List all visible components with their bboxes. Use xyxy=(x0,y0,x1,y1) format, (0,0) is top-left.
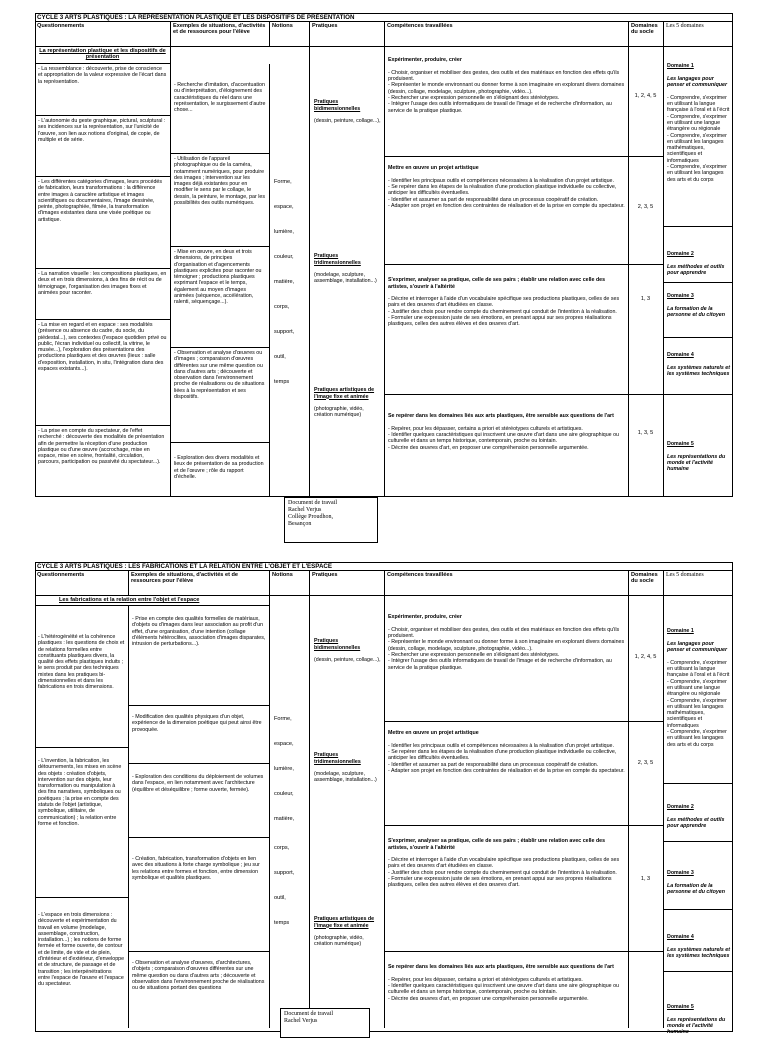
page-2 xyxy=(35,562,733,1036)
notion-item: temps xyxy=(274,379,290,385)
domaine-subtitle: Les langages pour penser et communiquer xyxy=(667,640,728,654)
page-1 xyxy=(35,13,733,543)
competence-heading: S'exprimer, analyser sa pratique, celle de ses pairs ; établir une relation avec celle des artistes, s'ouvrir à l'altérité xyxy=(388,838,606,851)
competence-cell xyxy=(385,47,629,157)
competence-body: - Choisir, organiser et mobiliser des gestes, des outils et des matériaux en fonction des effets qu'ils produisent. - Représenter le monde environnant ou donner forme à son imaginaire en explorant divers domaines (dessin, collage, modelage, sculpture, photographie, vidéo...). - Rechercher une expression personnelle en s'éloignant des stéréotypes. - Intégrer l'usage des outils informatiques de travail de l'image et de recherche d'information, au service de la pratique plastique. xyxy=(388,626,625,671)
socle-value: 1, 2, 4, 5 xyxy=(634,654,657,660)
notion-item: support, xyxy=(274,329,295,335)
domaine-title: Domaine 3 xyxy=(667,870,694,877)
header-pratiques: Pratiques xyxy=(310,22,385,47)
domaine-subtitle: La formation de la personne et du citoyen xyxy=(667,305,725,319)
header-questionnements: Questionnements xyxy=(35,22,171,47)
socle-value: 1, 3 xyxy=(640,876,651,882)
example-cell: - Prise en compte des qualités formelles de matériaux, d'objets ou d'images dans leur association au profit d'un effet, d'une organisation, d'une intention (collage d'éléments hétéroclites, association d'images disparates, intrusion de perturbations...). xyxy=(129,606,270,706)
header-questionnements: Questionnements xyxy=(35,571,129,596)
domaine-title: Domaine 4 xyxy=(667,352,694,359)
notion-item: lumière, xyxy=(274,229,294,235)
notion-item: Forme, xyxy=(274,716,292,722)
domaine-subtitle: Les représentations du monde et l'activité humaine xyxy=(667,1016,726,1036)
question-cell: - La narration visuelle : les compositions plastiques, en deux et en trois dimensions, à des fins de récit ou de témoignage, l'organisation des images fixes et animées pour raconter. xyxy=(35,269,171,320)
question-cell: - L'hétérogénéité et la cohérence plastiques : les questions de choix et de relations formelles entre constituants plastiques divers, la qualité des effets plastiques induits ; le sens produit par des techniques mixtes dans les pratiques bi-dimensionnelles et dans les fabrications en trois dimensions. xyxy=(35,606,129,748)
domaine-title: Domaine 1 xyxy=(667,628,694,635)
socle-value: 2, 3, 5 xyxy=(637,204,654,210)
domaine-4-cell xyxy=(664,910,733,972)
header-domaines-socle: Domaines du socle xyxy=(629,571,664,596)
competence-cell xyxy=(385,722,629,826)
notions-column xyxy=(270,47,310,496)
competence-cell xyxy=(385,395,629,496)
notion-item: lumière, xyxy=(274,766,294,772)
notion-item: couleur, xyxy=(274,254,294,260)
socle-cell xyxy=(629,47,664,157)
notion-item: espace, xyxy=(274,741,294,747)
domaine-body: - Comprendre, s'exprimer en utilisant la langue française à l'oral et à l'écrit - Comprendre, s'exprimer en utilisant une langue étrangère ou régionale - Comprendre, s'exprimer en utilisant les langages mathématiques, scientifiques et informatiques - Comprendre, s'exprimer en utilisant les langages des arts et du corps xyxy=(667,659,730,748)
header-notions: Notions xyxy=(270,571,310,596)
competence-body: - Repérer, pour les dépasser, certains a priori et stéréotypes culturels et artistiques. - Identifier quelques caractéristiques qui inscrivent une œuvre d'art dans une aire géographique ou culturelle et dans un temps historique, contemporain, proche ou lointain. - Décrire des œuvres d'art, en proposer une compréhension personnelle argumentée. xyxy=(388,976,619,1002)
notion-item: matière, xyxy=(274,816,295,822)
notion-item: outil, xyxy=(274,895,286,901)
pratique-tridimensionnelle xyxy=(314,746,382,784)
example-cell: - Exploration des divers modalités et lieux de présentation de sa production et de l'œuvre ; rôle du rapport d'échelle. xyxy=(171,443,270,496)
competence-body: - Repérer, pour les dépasser, certains a priori et stéréotypes culturels et artistiques. - Identifier quelques caractéristiques qui inscrivent une œuvre d'art dans une aire géographique ou culturelle et dans un temps historique, contemporain, proche ou lointain. - Décrire des œuvres d'art, en proposer une compréhension personnelle argumentée. xyxy=(388,425,619,451)
competence-cell xyxy=(385,826,629,952)
socle-value: 1, 2, 4, 5 xyxy=(634,93,657,99)
example-cell: - Utilisation de l'appareil photographique ou de la caméra, notamment numériques, pour produire des images ; intervention sur les images déjà existantes pour en modifier le sens par le collage, le dessin, la peinture, le montage, par les possibilités des outils numériques. xyxy=(171,154,270,247)
pratique-detail: (modelage, sculpture, assemblage, installation...) xyxy=(314,771,377,784)
pratiques-column xyxy=(310,47,385,496)
domaine-3-cell xyxy=(664,842,733,910)
competence-heading: Se repérer dans les domaines liés aux arts plastiques, être sensible aux questions de l'art xyxy=(388,964,614,971)
competence-cell xyxy=(385,265,629,395)
pratique-detail: (photographie, vidéo, création numérique) xyxy=(314,935,364,948)
domaine-title: Domaine 5 xyxy=(667,441,694,448)
domaine-title: Domaine 3 xyxy=(667,293,694,300)
domaine-subtitle: Les représentations du monde et l'activité humaine xyxy=(667,453,726,473)
pratique-label: Pratiques tridimensionnelles xyxy=(314,752,361,765)
section-title-2: Les fabrications et la relation entre l'objet et l'espace xyxy=(35,596,270,606)
domaine-title: Domaine 4 xyxy=(667,934,694,941)
domaine-title: Domaine 2 xyxy=(667,804,694,811)
example-cell: - Observation et analyse d'œuvres ou d'images ; comparaison d'œuvres différentes sur une même question ou dans d'autres arts ; découverte et observation dans l'environnement proche de réalisations ou de situations liées à la représentation et ses dispositifs. xyxy=(171,348,270,443)
competence-heading: Mettre en œuvre un projet artistique xyxy=(388,730,479,737)
domaine-5-cell xyxy=(664,972,733,1036)
domaine-2-cell xyxy=(664,784,733,842)
competence-body: - Décrire et interroger à l'aide d'un vocabulaire spécifique ses productions plastiques, celles de ses pairs et des œuvres d'art étudiées en classe. - Justifier des choix pour rendre compte du cheminement qui conduit de l'intention à la réalisation. - Formuler une expression juste de ses émotions, en prenant appui sur ses propres réalisations plastiques, celles des autres élèves et des œuvres d'art. xyxy=(388,857,620,889)
notion-item: couleur, xyxy=(274,791,294,797)
domaine-4-cell xyxy=(664,338,733,395)
competence-heading: Expérimenter, produire, créer xyxy=(388,614,462,621)
header-domaines-socle: Domaines du socle xyxy=(629,22,664,47)
competence-body: - Identifier les principaux outils et compétences nécessaires à la réalisation d'un projet artistique. - Se repérer dans les étapes de la réalisation d'une production plastique individuelle ou collective, anticiper les difficultés éventuelles. - Identifier et assumer sa part de responsabilité dans un processus coopératif de création. - Adapter son projet en fonction des contraintes de réalisation et de la prise en compte du spectateur. xyxy=(388,742,625,775)
question-cell: - L'invention, la fabrication, les détournements, les mises en scène des objets : création d'objets, intervention sur des objets, leur transformation ou manipulation à des fins narratives, symboliques ou poétiques ; la prise en compte des statuts de l'objet (artistique, symbolique, utilitaire, de communication) ; la relation entre forme et fonction. xyxy=(35,748,129,898)
pratique-label: Pratiques artistiques de l'image fixe et animée xyxy=(314,387,375,400)
competence-body: - Décrire et interroger à l'aide d'un vocabulaire spécifique ses productions plastiques, celles de ses pairs et des œuvres d'art étudiées en classe. - Justifier des choix pour rendre compte du cheminement qui conduit de l'intention à la réalisation. - Formuler une expression juste de ses émotions, en prenant appui sur ses propres réalisations plastiques, celles des autres élèves et des œuvres d'art. xyxy=(388,296,620,328)
domaine-subtitle: Les systèmes naturels et les systèmes techniques xyxy=(667,364,731,378)
pratique-label: Pratiques bidimensionnelles xyxy=(314,99,361,112)
domaine-title: Domaine 5 xyxy=(667,1004,694,1011)
header-exemples: Exemples de situations, d'activités et de ressources pour l'élève xyxy=(171,22,270,47)
domaine-subtitle: La formation de la personne et du citoyen xyxy=(667,882,725,896)
notion-item: outil, xyxy=(274,354,286,360)
notion-item: corps, xyxy=(274,304,290,310)
socle-cell xyxy=(629,265,664,395)
header-cinq-domaines: Les 5 domaines xyxy=(664,571,733,596)
domaine-subtitle: Les systèmes naturels et les systèmes techniques xyxy=(667,946,731,960)
competence-heading: Expérimenter, produire, créer xyxy=(388,57,462,64)
socle-cell xyxy=(629,722,664,826)
header-cinq-domaines: Les 5 domaines xyxy=(664,22,733,47)
example-cell: - Observation et analyse d'œuvres, d'architectures, d'objets ; comparaison d'œuvres différentes sur une même question ou dans d'autres arts ; découverte et observation dans l'environnement proche de réalisations ou de situations portant des questions xyxy=(129,952,270,1028)
domaine-2-cell xyxy=(664,227,733,283)
notion-item: Forme, xyxy=(274,179,292,185)
socle-value: 1, 3, 5 xyxy=(637,430,654,436)
competence-cell xyxy=(385,952,629,1028)
domaine-5-cell xyxy=(664,395,733,496)
header-notions: Notions xyxy=(270,22,310,47)
notion-item: matière, xyxy=(274,279,295,285)
domaine-subtitle: Les méthodes et outils pour apprendre xyxy=(667,263,725,277)
domaine-1-cell xyxy=(664,47,733,227)
pratique-label: Pratiques artistiques de l'image fixe et animée xyxy=(314,916,375,929)
domaine-body: - Comprendre, s'exprimer en utilisant la langue française à l'oral et à l'écrit - Comprendre, s'exprimer en utilisant une langue étrangère ou régionale - Comprendre, s'exprimer en utilisant les langages mathématiques, scientifiques et informatiques - Comprendre, s'exprimer en utilisant les langages des arts et du corps xyxy=(667,94,730,183)
header-competences: Compétences travaillées xyxy=(385,571,629,596)
notion-item: corps, xyxy=(274,845,290,851)
page-1-title: CYCLE 3 ARTS PLASTIQUES : LA REPRÉSENTATION PLASTIQUE ET LES DISPOSITIFS DE PRÉSENTATION xyxy=(35,13,733,22)
question-cell: - L'autonomie du geste graphique, pictural, sculptural : ses incidences sur la représentation, sur l'unicité de l'œuvre, son lien aux notions d'original, de copie, de multiple et de série. xyxy=(35,116,171,177)
example-cell: - Exploration des conditions du déploiement de volumes dans l'espace, en lien notamment avec l'architecture (équilibre et déséquilibre ; forme ouverte, fermée). xyxy=(129,764,270,838)
competence-cell xyxy=(385,596,629,722)
pratique-bidimensionnelle xyxy=(314,93,382,124)
header-exemples: Exemples de situations, d'activités et de ressources pour l'élève xyxy=(129,571,270,596)
pratique-detail: (dessin, peinture, collage...), xyxy=(314,657,381,664)
socle-value: 1, 3 xyxy=(640,296,651,302)
notion-item: espace, xyxy=(274,204,294,210)
pratique-tridimensionnelle xyxy=(314,247,382,285)
example-cell: - Modification des qualités physiques d'un objet, expérience de la dimension poétique qui peut ainsi être provoquée. xyxy=(129,706,270,764)
question-cell: - La ressemblance : découverte, prise de conscience et appropriation de la valeur expressive de l'écart dans la représentation. xyxy=(35,64,171,116)
header-competences: Compétences travaillées xyxy=(385,22,629,47)
competence-heading: Se repérer dans les domaines liés aux arts plastiques, être sensible aux questions de l'art xyxy=(388,413,614,420)
example-cell: - Mise en œuvre, en deux et trois dimensions, de principes d'organisation et d'agencements plastiques explicites pour raconter ou témoigner ; productions plastiques exprimant l'espace et le temps, également au moyen d'images animées (séquence, accélération, ralenti, séquençage...). xyxy=(171,247,270,348)
competence-body: - Choisir, organiser et mobiliser des gestes, des outils et des matériaux en fonction des effets qu'ils produisent. - Représenter le monde environnant ou donner forme à son imaginaire en explorant divers domaines (dessin, collage, modelage, sculpture, photographie, vidéo...). - Rechercher une expression personnelle en s'éloignant des stéréotypes. - Intégrer l'usage des outils informatiques de travail de l'image et de recherche d'information, au service de la pratique plastique. xyxy=(388,69,625,114)
competence-body: - Identifier les principaux outils et compétences nécessaires à la réalisation d'un projet artistique. - Se repérer dans les étapes de la réalisation d'une production plastique individuelle ou collective, anticiper les difficultés éventuelles. - Identifier et assumer sa part de responsabilité dans un processus coopératif de création. - Adapter son projet en fonction des contraintes de réalisation et de la prise en compte du spectateur. xyxy=(388,177,625,210)
pratique-image xyxy=(314,381,382,419)
question-cell: - L'espace en trois dimensions : découverte et expérimentation du travail en volume (modelage, assemblage, construction, installation...) ; les notions de forme fermée et forme ouverte, de contour et de limite, de vide et de plein, d'intérieur et d'extérieur, d'enveloppe et de structure, de passage et de transition ; les interpénétrations entre l'espace de l'œuvre et l'espace du spectateur. xyxy=(35,898,129,1028)
author-note: Document de travail Rachel Verjus Collège Proudhon, Besançon xyxy=(284,497,378,543)
pratique-image xyxy=(314,910,382,948)
competence-heading: S'exprimer, analyser sa pratique, celle de ses pairs ; établir une relation avec celle des artistes, s'ouvrir à l'altérité xyxy=(388,277,606,290)
pratique-label: Pratiques tridimensionnelles xyxy=(314,253,361,266)
section-title-1: La représentation plastique et les dispositifs de présentation xyxy=(35,47,171,64)
domaine-title: Domaine 1 xyxy=(667,63,694,70)
pratique-detail: (photographie, vidéo, création numérique) xyxy=(314,406,364,419)
example-cell: - Création, fabrication, transformation d'objets en lien avec des situations à forte charge symbolique ; jeu sur les relations entre formes et fonction, entre dimension symbolique et qualités plastiques. xyxy=(129,838,270,952)
competence-heading: Mettre en œuvre un projet artistique xyxy=(388,165,479,172)
pratique-detail: (modelage, sculpture, assemblage, installation...) xyxy=(314,272,377,285)
pratique-detail: (dessin, peinture, collage...), xyxy=(314,118,381,125)
notion-item: support, xyxy=(274,870,295,876)
domaine-1-cell xyxy=(664,596,733,784)
domaine-3-cell xyxy=(664,283,733,338)
header-pratiques: Pratiques xyxy=(310,571,385,596)
competence-cell xyxy=(385,157,629,265)
socle-cell xyxy=(629,826,664,952)
author-note: Document de travail Rachel Verjus xyxy=(280,1008,370,1038)
socle-cell xyxy=(629,157,664,265)
pratique-label: Pratiques bidimensionnelles xyxy=(314,638,361,651)
socle-cell xyxy=(629,596,664,722)
question-cell: - Les différentes catégories d'images, leurs procédés de fabrication, leurs transformations : la différence entre images à caractère artistique et images scientifiques ou documentaires, l'image dessinée, peinte, photographiée, filmée, la transformation d'images existantes dans une visée poétique ou artistique. xyxy=(35,177,171,269)
domaine-subtitle: Les méthodes et outils pour apprendre xyxy=(667,816,725,830)
socle-cell xyxy=(629,952,664,1028)
notion-item: temps xyxy=(274,920,290,926)
example-cell: - Recherche d'imitation, d'accentuation ou d'interprétation, d'éloignement des caractéristiques du réel dans une représentation, le surgissement d'autre chose... xyxy=(171,64,270,154)
question-cell: - La prise en compte du spectateur, de l'effet recherché : découverte des modalités de présentation afin de permettre la réception d'une production plastique ou d'une œuvre (accrochage, mise en espace, mise en scène, frontalité, circulation, parcours, participation ou passivité du spectateur...). xyxy=(35,426,171,496)
socle-cell xyxy=(629,395,664,496)
pratiques-column xyxy=(310,596,385,1028)
pratique-bidimensionnelle xyxy=(314,632,382,663)
page-2-title: CYCLE 3 ARTS PLASTIQUES : LES FABRICATIONS ET LA RELATION ENTRE L'OBJET ET L'ESPACE xyxy=(35,562,733,571)
question-cell: - La mise en regard et en espace : ses modalités (présence ou absence du cadre, du socle, du piédestal...), ses contextes (l'espace quotidien privé ou public, l'écran individuel ou collectif, la vitrine, le musée...), l'exploration des présentations des productions plastiques et des œuvres (lieux : salle d'exposition, installation, in situ, l'intégration dans des espaces existants...). xyxy=(35,320,171,426)
domaine-subtitle: Les langages pour penser et communiquer xyxy=(667,75,728,89)
socle-value: 2, 3, 5 xyxy=(637,760,654,766)
domaine-title: Domaine 2 xyxy=(667,251,694,258)
notions-column xyxy=(270,596,310,1028)
